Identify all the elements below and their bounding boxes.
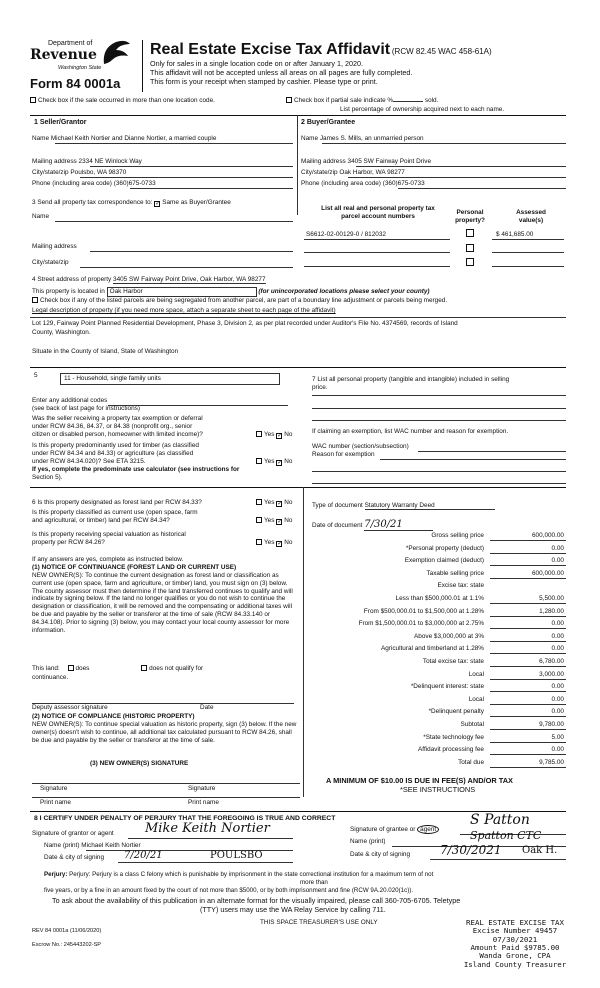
tax-row-underline bbox=[490, 565, 566, 566]
tax-row-value[interactable]: 9,780.00 bbox=[539, 721, 564, 728]
tax-row-label: Taxable selling price bbox=[426, 570, 484, 577]
personal-prop-checkbox-2[interactable] bbox=[466, 244, 474, 252]
stamp-line-3: 07/30/2021 bbox=[492, 934, 538, 944]
dept-line: Department of bbox=[48, 40, 93, 47]
historic-yes-no[interactable]: Yes ✓ No bbox=[256, 539, 292, 547]
continuance-word: continuance. bbox=[32, 674, 69, 681]
tax-row-underline bbox=[490, 540, 566, 541]
buyer-city: Oak Harbor, WA 98277 bbox=[339, 169, 405, 176]
street-address: 3405 SW Fairway Point Drive, Oak Harbor, WA 98277 bbox=[113, 276, 266, 283]
personal-prop-label: 7 List all personal property (tangible and intangible) included in selling bbox=[312, 376, 510, 383]
grantee-city[interactable]: Oak H. bbox=[522, 845, 558, 856]
owner-print-label-1: Print name bbox=[40, 799, 71, 806]
parcel-number: S6612-02-00129-0 / 812032 bbox=[306, 231, 386, 238]
seller-name: Michael Keith Nortier and Dianne Nortier, a married couple bbox=[50, 135, 217, 142]
tax-row-label: *Delinquent interest: state bbox=[410, 683, 484, 690]
header-note-2: This affidavit will not be accepted unless all areas on all pages are fully completed. bbox=[150, 68, 413, 77]
current-use-q-line-2: and agricultural, or timber) land per RCW 84.34? bbox=[32, 517, 170, 524]
notice-compliance-title: (2) NOTICE OF COMPLIANCE (HISTORIC PROPERTY) bbox=[32, 713, 195, 720]
seller-phone: (360)675-0733 bbox=[113, 180, 156, 187]
street-row: 4 Street address of property 3405 SW Fairway Point Drive, Oak Harbor, WA 98277 bbox=[32, 276, 266, 283]
exemption-q-line-2: under RCW 84.36, 84.37, or 84.38 (nonprofit org., senior bbox=[32, 423, 193, 430]
tax-row-underline bbox=[490, 679, 566, 680]
certify-heading: 8 I CERTIFY UNDER PENALTY OF PERJURY THAT THE FOREGOING IS TRUE AND CORRECT bbox=[34, 815, 336, 822]
tax-row-underline bbox=[490, 691, 566, 692]
tax-row-value[interactable]: 0.00 bbox=[551, 633, 564, 640]
tax-row-label: Local bbox=[468, 671, 484, 678]
this-land-row: This land: does does not qualify for bbox=[32, 665, 204, 672]
forest-q-1: 6 Is this property designated as forest land per RCW 84.33? bbox=[32, 499, 202, 506]
partial-sale-check[interactable]: Check box if partial sale indicate % sold. bbox=[286, 97, 438, 105]
buyer-phone: (360)675-0733 bbox=[382, 180, 425, 187]
tax-row-value[interactable]: 3,000.00 bbox=[539, 671, 564, 678]
tax-row-underline bbox=[490, 628, 566, 629]
seller-city: Poulsbo, WA 98370 bbox=[70, 169, 127, 176]
assessed-value: $ 461,685.00 bbox=[496, 231, 534, 238]
tax-row-value[interactable]: 0.00 bbox=[551, 746, 564, 753]
grantor-city[interactable]: POULSBO bbox=[210, 850, 263, 861]
stamp-line-6: Island County Treasurer bbox=[463, 959, 567, 969]
tax-row-value[interactable]: 600,000.00 bbox=[532, 570, 564, 577]
legal-line-1: Lot 129, Fairway Point Planned Residential Development, Phase 3, Division 2, as per plat recorded under Auditor's File No. 4374569, records of Island bbox=[32, 320, 458, 327]
timber-q-line-4: If yes, complete the predominate use calculator (see instructions for bbox=[32, 466, 240, 473]
grantee-signature[interactable]: S Patton bbox=[470, 812, 530, 828]
seller-address-row: Mailing address 2334 NE Winlock Way bbox=[32, 158, 142, 165]
seller-heading: 1 Seller/Grantor bbox=[34, 119, 87, 126]
accessibility-line: To ask about the availability of this publication in an alternate format for the visually impaired, please call 360-705-6705. Teletype bbox=[52, 896, 461, 905]
buyer-address: 3405 SW Fairway Point Drive bbox=[347, 158, 432, 165]
tax-row-underline bbox=[490, 603, 566, 604]
tax-row-label: *Personal property (deduct) bbox=[405, 545, 484, 552]
tax-row-label: Agricultural and timberland at 1.28% bbox=[380, 645, 484, 652]
tax-row-underline bbox=[490, 767, 566, 768]
tax-row-value[interactable]: 0.00 bbox=[551, 708, 564, 715]
grantor-name-print: Michael Keith Nortier bbox=[81, 842, 141, 849]
partial-pct-note: List percentage of ownership acquired next to each name. bbox=[340, 106, 505, 113]
multi-location-check[interactable]: Check box if the sale occurred in more than one location code. bbox=[30, 97, 215, 105]
seller-address: 2334 NE Winlock Way bbox=[78, 158, 142, 165]
notice-continuance-body: NEW OWNER(S): To continue the current designation as forest land or classification as current use (open space, farm and agriculture, or timber) land, you must sign on (3) below. The county assessor must then determine if the land transferred continues to qualify and will indicate by signing below. If the land no longer qualifies or you do not wish to continue the designation or classification, it will be removed and the compensating or additional taxes will be due and payable by the seller or transferor at the time of sale (RCW 84.33.140 or 84.34.108). Prior to signing (3) below, you may contact your local county assessor for more information. bbox=[32, 572, 293, 634]
legal-line-2: County, Washington. bbox=[32, 329, 91, 336]
tax-row-label: From $500,000.01 to $1,500,000 at 1.28% bbox=[363, 608, 484, 615]
legal-label: Legal description of property (if you need more space, attach a separate sheet to each page of the affidavit) bbox=[32, 307, 336, 314]
tax-row-label: Gross selling price bbox=[431, 532, 484, 539]
grantee-name-label: Name (print) bbox=[350, 838, 386, 845]
seller-name-row: Name Michael Keith Nortier and Dianne Nortier, a married couple bbox=[32, 135, 217, 142]
doc-date-row: Date of document 7/30/21 bbox=[312, 519, 433, 531]
seller-city-row: City/state/zip Poulsbo, WA 98370 bbox=[32, 169, 127, 176]
tax-row-label: From $1,500,000.01 to $3,000,000 at 2.75% bbox=[358, 620, 484, 627]
perjury-line-1: Perjury: Perjury: Perjury is a class C felony which is punishable by imprisonment in the state correctional institution for a maximum term of not bbox=[44, 871, 434, 878]
tax-row-underline bbox=[490, 729, 566, 730]
legal-line-3: Situate in the County of Island, State of Washington bbox=[32, 348, 179, 355]
escrow-number: Escrow No.: 245443202-SP bbox=[32, 942, 102, 948]
tax-row-underline bbox=[490, 666, 566, 667]
perjury-line-1b: more than bbox=[300, 879, 328, 886]
stamp-line-5: Wanda Grone, CPA bbox=[479, 951, 551, 961]
tax-row-value[interactable]: 9,785.00 bbox=[539, 759, 564, 766]
personal-prop-checkbox-1[interactable] bbox=[466, 229, 474, 237]
buyer-phone-row: Phone (including area code) (360)675-0733 bbox=[301, 180, 425, 187]
doc-date: 7/30/21 bbox=[364, 519, 433, 531]
tax-row-label: *Delinquent penalty bbox=[428, 708, 484, 715]
tax-row-label: Exemption claimed (deduct) bbox=[404, 557, 484, 564]
tax-row-underline bbox=[490, 742, 566, 743]
tax-row-label: Total due bbox=[458, 759, 484, 766]
buyer-name: James S. Mills, an unmarried person bbox=[319, 135, 424, 142]
seller-phone-row: Phone (including area code) (360)675-0733 bbox=[32, 180, 156, 187]
tax-row-value[interactable]: 6,780.00 bbox=[539, 658, 564, 665]
form-number: Form 84 0001a bbox=[30, 76, 121, 91]
tax-row-label: Affidavit processing fee bbox=[418, 746, 484, 753]
timber-yes-no[interactable]: Yes ✓ No bbox=[256, 458, 292, 466]
same-as-buyer-checkbox[interactable]: ✓ bbox=[155, 201, 161, 207]
located-in-field[interactable]: Oak Harbor bbox=[107, 287, 257, 297]
tax-row-underline bbox=[490, 641, 566, 642]
forest-yes-no[interactable]: Yes ✓ No bbox=[256, 499, 292, 507]
tax-row-value[interactable]: 0.00 bbox=[551, 557, 564, 564]
perjury-line-2: five years, or by a fine in an amount fixed by the court of not more than $5000, or by both imprisonment and fine (RCW 9A.20.020(1c)). bbox=[44, 887, 414, 894]
tax-row-value[interactable]: 0.00 bbox=[551, 645, 564, 652]
grantor-date[interactable]: 7/20/21 bbox=[124, 850, 163, 861]
header-note-3: This form is your receipt when stamped by cashier. Please type or print. bbox=[150, 77, 378, 86]
owner-print-label-2: Print name bbox=[188, 799, 219, 806]
tax-row-underline bbox=[490, 553, 566, 554]
tax-row-value[interactable]: 1,280.00 bbox=[539, 608, 564, 615]
tax-row-underline bbox=[490, 704, 566, 705]
deputy-assessor-label: Deputy assessor signature bbox=[32, 704, 108, 711]
grantor-name-row: Name (print) Michael Keith Nortier bbox=[44, 842, 141, 849]
tax-row-value[interactable]: 600,000.00 bbox=[532, 532, 564, 539]
grantor-sig-row: Signature of grantor or agent bbox=[32, 830, 114, 837]
timber-q-line-2: under RCW 84.34 and 84.33) or agriculture (as classified bbox=[32, 450, 194, 457]
form-revision: REV 84 0001a (11/06/2020) bbox=[32, 928, 102, 934]
notice-continuance-title: (1) NOTICE OF CONTINUANCE (FOREST LAND OR CURRENT USE) bbox=[32, 564, 237, 571]
tax-row-value[interactable]: 5.00 bbox=[551, 734, 564, 741]
stamp-line-4: Amount Paid $9785.00 bbox=[470, 943, 560, 953]
corr-address-label: Mailing address bbox=[32, 243, 77, 250]
timber-q-line-1: Is this property predominantly used for timber (as classified bbox=[32, 442, 199, 449]
tax-row-value[interactable]: 0.00 bbox=[551, 545, 564, 552]
form-title-row bbox=[150, 40, 492, 59]
owner-sig-label-2: Signature bbox=[188, 785, 216, 792]
tax-row-value[interactable]: 0.00 bbox=[551, 696, 564, 703]
personal-col-header: Personal property? bbox=[455, 209, 485, 224]
tax-row-label: Subtotal bbox=[460, 721, 484, 728]
timber-q-line-5: Section 5). bbox=[32, 474, 63, 481]
wa-dor-logo-icon bbox=[100, 38, 132, 68]
treasurer-stamp bbox=[458, 919, 572, 969]
tax-row-underline bbox=[490, 578, 566, 579]
new-owner-sig-title: (3) NEW OWNER(S) SIGNATURE bbox=[90, 760, 189, 767]
wac-reason-label: Reason for exemption bbox=[312, 451, 375, 458]
grantee-sig-row: Signature of grantee or agent bbox=[350, 826, 439, 834]
tax-row-underline bbox=[490, 716, 566, 717]
grantor-signature[interactable]: Mike Keith Nortier bbox=[145, 821, 270, 836]
wac-number-label: WAC number (section/subsection) bbox=[312, 443, 409, 450]
tax-row-value[interactable]: 0.00 bbox=[551, 620, 564, 627]
tax-row-underline bbox=[490, 653, 566, 654]
state-line: Washington State bbox=[58, 65, 102, 71]
rcw-reference: (RCW 82.45 WAC 458-61A) bbox=[391, 47, 492, 56]
grantor-date-row: Date & city of signing bbox=[44, 854, 105, 861]
buyer-name-row: Name James S. Mills, an unmarried person bbox=[301, 135, 424, 142]
tax-row-underline bbox=[490, 616, 566, 617]
segregate-check[interactable]: Check box if any of the listed parcels are being segregated from another parcel, are part of a boundary line adjustment or parcels being merged. bbox=[32, 297, 447, 305]
current-use-q-line-1: Is this property classified as current use (open space, farm bbox=[32, 509, 198, 516]
wac-instruction: If claiming an exemption, list WAC number and reason for exemption. bbox=[312, 428, 509, 435]
land-use-code-field[interactable]: 11 - Household, single family units bbox=[60, 373, 280, 385]
tax-row-label: Less than $500,000.01 at 1.1% bbox=[395, 595, 484, 602]
personal-prop-checkbox-3[interactable] bbox=[466, 258, 474, 266]
timber-q-line-3: under RCW 84.34.020)? See ETA 3215. bbox=[32, 458, 146, 465]
buyer-city-row: City/state/zip Oak Harbor, WA 98277 bbox=[301, 169, 405, 176]
form-title: Real Estate Excise Tax Affidavit bbox=[150, 41, 391, 58]
exemption-yes-no[interactable]: Yes ✓ No bbox=[256, 431, 292, 439]
tax-row-underline bbox=[490, 754, 566, 755]
buyer-heading: 2 Buyer/Grantee bbox=[301, 119, 356, 126]
grantee-date-label: Date & city of signing bbox=[350, 851, 411, 858]
historic-q-line-2: property per RCW 84.26? bbox=[32, 539, 105, 546]
header-note-1: Only for sales in a single location code on or after January 1, 2020. bbox=[150, 59, 363, 68]
exemption-q-line-3: citizen or disabled person, homeowner with limited income)? bbox=[32, 431, 203, 438]
tax-row-label: Excise tax: state bbox=[437, 582, 484, 589]
use-code-section: 5 bbox=[34, 372, 38, 379]
correspondence-row: 3 Send all property tax correspondence to: ✓ Same as Buyer/Grantee bbox=[32, 199, 231, 207]
stamp-line-2: Excise Number 49457 bbox=[472, 926, 558, 936]
tax-row-label: Above $3,000,000 at 3% bbox=[414, 633, 484, 640]
historic-q-line-1: Is this property receiving special valuation as historical bbox=[32, 531, 186, 538]
if-any-yes: If any answers are yes, complete as instructed below. bbox=[32, 556, 184, 563]
grantee-name-print[interactable]: Spatton CTC bbox=[470, 829, 542, 842]
owner-sig-label-1: Signature bbox=[40, 785, 68, 792]
tax-row-label: Total excise tax: state bbox=[422, 658, 484, 665]
tax-row-value[interactable]: 0.00 bbox=[551, 683, 564, 690]
tax-row-label: Local bbox=[468, 696, 484, 703]
doc-type: Statutory Warranty Deed bbox=[365, 502, 495, 510]
located-row: This property is located in Oak Harbor (for unincorporated locations please select your county) bbox=[32, 288, 430, 295]
corr-city-label: City/state/zip bbox=[32, 259, 69, 266]
exemption-q-line-1: Was the seller receiving a property tax exemption or deferral bbox=[32, 415, 203, 422]
buyer-address-row: Mailing address 3405 SW Fairway Point Drive bbox=[301, 158, 432, 165]
grantee-date[interactable]: 7/30/2021 bbox=[440, 843, 502, 857]
tax-row-label: *State technology fee bbox=[423, 734, 484, 741]
see-instructions: *SEE INSTRUCTIONS bbox=[400, 785, 476, 794]
current-use-yes-no[interactable]: Yes ✓ No bbox=[256, 517, 292, 525]
stamp-line-1: REAL ESTATE EXCISE TAX bbox=[466, 918, 564, 927]
assessed-col-header: Assessed value(s) bbox=[516, 209, 546, 224]
deputy-date-label: Date bbox=[200, 704, 214, 711]
parcel-col-header: List all real and personal property tax parcel account numbers bbox=[321, 205, 435, 220]
additional-codes-label: Enter any additional codes bbox=[32, 397, 108, 404]
personal-prop-label-2: price. bbox=[312, 384, 328, 391]
doc-type-row: Type of document Statutory Warranty Deed bbox=[312, 502, 495, 510]
notice-compliance-body: NEW OWNER(S): To continue special valuation as historic property, sign (3) below. If the new owner(s) doesn't wish to continue, all additional tax calculated pursuant to RCW 84.26, shall be due and payable by the seller or transferor at the time of sale. bbox=[32, 721, 297, 744]
revenue-wordmark: Revenue bbox=[30, 47, 97, 63]
minimum-fee-note: A MINIMUM OF $10.00 IS DUE IN FEE(S) AND/OR TAX bbox=[326, 776, 513, 785]
tax-row-value[interactable]: 5,500.00 bbox=[539, 595, 564, 602]
corr-name-label: Name bbox=[32, 213, 50, 220]
accessibility-line-2: (TTY) users may use the WA Relay Service by calling 711. bbox=[200, 905, 386, 914]
additional-codes-note: (see back of last page for instructions) bbox=[32, 405, 140, 412]
treasurer-use-only: THIS SPACE TREASURER'S USE ONLY bbox=[260, 919, 378, 926]
